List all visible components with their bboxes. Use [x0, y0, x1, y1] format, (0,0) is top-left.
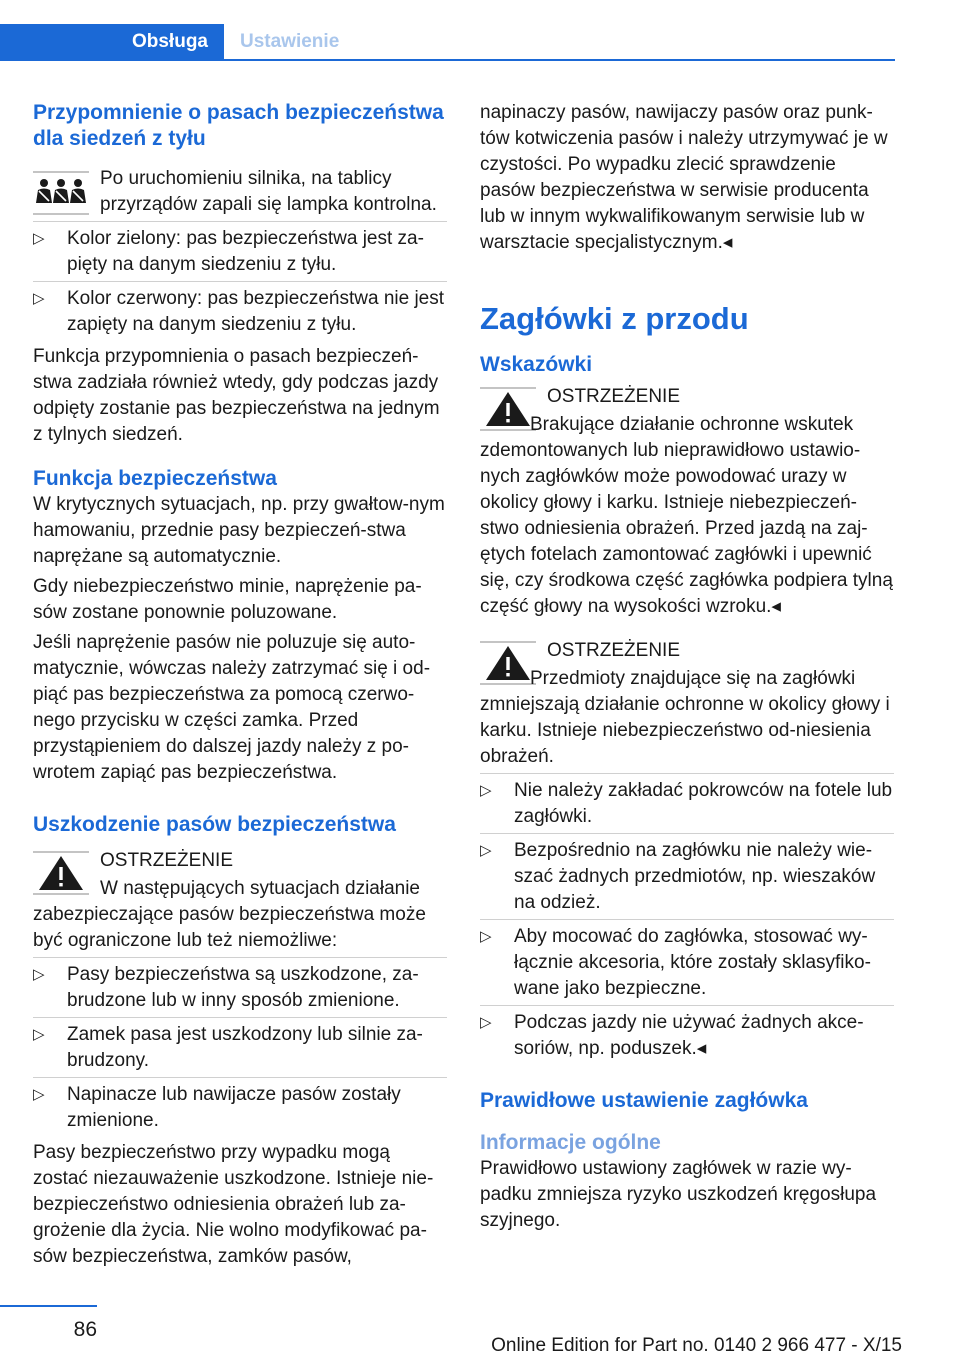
right-column: [480, 100, 894, 1234]
list-item: ▷ Napinacze lub nawijacze pasów zostały zmienione.: [33, 1082, 447, 1134]
warning-label: OSTRZEŻENIE: [547, 640, 681, 661]
list-item: ▷ Aby mocować do zagłówka, stosować wy-łącznie akcesoria, które zostały sklasyfiko-wane jako bezpieczne.: [480, 924, 894, 1002]
edition-footer: Online Edition for Part no. 0140 2 966 477 - X/15: [491, 1335, 902, 1356]
list-item: ▷ Podczas jazdy nie używać żadnych akce-soriów, np. poduszek.◂: [480, 1010, 894, 1062]
reminder-text: Po uruchomieniu silnika, na tablicy przyrządów zapali się lampka kontrolna.: [100, 168, 437, 215]
damage-warning-text: W następujących sytuacjach działanie zabezpieczające pasów bezpieczeństwa może być ograniczone lub też niemożliwe:: [33, 878, 426, 951]
list-item: ▷ Kolor zielony: pas bezpieczeństwa jest za-pięty na danym siedzeniu z tyłu.: [33, 226, 447, 278]
heading-front-headrests: Zagłówki z przodu: [480, 301, 749, 336]
heading-belt-damage: Uszkodzenie pasów bezpieczeństwa: [33, 813, 396, 836]
general-paragraph: Prawidłowo ustawiony zagłówek w razie wy-padku zmniejsza ryzyko uszkodzeń kręgosłupa szyjnego.: [480, 1158, 877, 1231]
reminder-paragraph: Funkcja przypomnienia o pasach bezpieczeń-stwa zadziała również wtedy, gdy podczas jazdy odpięty zostanie pas bezpieczeństwa na jednym z tylnych siedzeń.: [33, 346, 440, 445]
headrest-warning-2-text: Przedmioty znajdujące się na zagłówki zmniejszają działanie ochronne w okolicy głowy i karku. Istnieje niebezpieczeństwo od-niesienia obrażeń.: [480, 668, 890, 767]
safety-paragraph-1: W krytycznych sytuacjach, np. przy gwałtow-nym hamowaniu, przednie pasy bezpieczeń-stwa naprężane są automatycznie.: [33, 494, 445, 567]
list-item: ▷ Nie należy zakładać pokrowców na fotele lub zagłówki.: [480, 778, 894, 830]
heading-rear-belt-reminder: Przypomnienie o pasach bezpieczeństwa dla siedzeń z tyłu: [33, 101, 444, 150]
warning-triangle-icon: [480, 386, 536, 432]
tab-obsluga[interactable]: Obsługa: [0, 24, 224, 60]
heading-general-info: Informacje ogólne: [480, 1131, 661, 1154]
tab-ustawienie[interactable]: Ustawienie: [240, 31, 340, 52]
heading-safety-function: Funkcja bezpieczeństwa: [33, 467, 277, 490]
list-item: ▷ Bezpośrednio na zagłówku nie należy wie-szać żadnych przedmiotów, np. wieszaków na odzież.: [480, 838, 894, 916]
headrest-warning-1-text: Brakujące działanie ochronne wskutek zdemontowanych lub nieprawidłowo ustawio-nych zagłówków może powodować urazy w okolicy głowy i karku. Istnieje niebezpieczeń-stwo odniesienia obrażeń. Przed jazdą na zaj-ętych fotelach zamontować zagłówki i upewnić się, czy środkowa część zagłówka podpiera tylną część głowy na wysokości wzroku.◂: [480, 414, 893, 617]
left-column: [33, 100, 447, 1270]
tab-bar: [0, 24, 895, 62]
page-number: 86: [73, 1318, 97, 1341]
heading-correct-adjustment: Prawidłowe ustawienie zagłówka: [480, 1089, 808, 1112]
reminder-bullet-list: [33, 226, 447, 338]
continued-paragraph: napinaczy pasów, nawijaczy pasów oraz punk-tów kotwiczenia pasów i należy utrzymywać je w czystości. Po wypadku zlecić sprawdzenie pasów bezpieczeństwa w serwisie producenta lub w innym wykwalifikowanym serwisie lub w warsztacie specjalistycznym.◂: [480, 102, 888, 253]
list-item: ▷ Kolor czerwony: pas bezpieczeństwa nie jest zapięty na danym siedzeniu z tyłu.: [33, 286, 447, 338]
safety-paragraph-3: Jeśli naprężenie pasów nie poluzuje się auto-matycznie, wówczas należy zatrzymać się i od-piąć pas bezpieczeństwa za pomocą czerwo-nego przycisku w części zamka. Przed przystąpieniem do dalszej jazdy należy z po-wrotem zapiąć pas bezpieczeństwa.: [33, 632, 431, 783]
headrest-bullet-list: [480, 778, 894, 1062]
list-item: ▷ Zamek pasa jest uszkodzony lub silnie za-brudzony.: [33, 1022, 447, 1074]
header-divider: [0, 59, 895, 61]
damage-bullet-list: [33, 962, 447, 1134]
list-item: ▷ Pasy bezpieczeństwa są uszkodzone, za-brudzone lub w inny sposób zmienione.: [33, 962, 447, 1014]
damage-paragraph: Pasy bezpieczeństwo przy wypadku mogą zostać niezauważenie uszkodzone. Istnieje nie-bezpieczeństwo odniesienia obrażeń lub za-grożenie dla życia. Nie wolno modyfikować pa-sów bezpieczeństwa, zamków pasów,: [33, 1142, 434, 1267]
safety-paragraph-2: Gdy niebezpieczeństwo minie, naprężenie pa-sów zostane ponownie poluzowane.: [33, 576, 422, 623]
heading-tips: Wskazówki: [480, 353, 593, 376]
warning-triangle-icon: [33, 850, 89, 896]
footer-divider: [0, 1305, 97, 1307]
warning-label: OSTRZEŻENIE: [100, 850, 234, 871]
reminder-block: [33, 166, 447, 218]
rear-seatbelt-indicator-icon: [33, 170, 89, 216]
warning-triangle-icon: [480, 640, 536, 686]
warning-label: OSTRZEŻENIE: [547, 386, 681, 407]
